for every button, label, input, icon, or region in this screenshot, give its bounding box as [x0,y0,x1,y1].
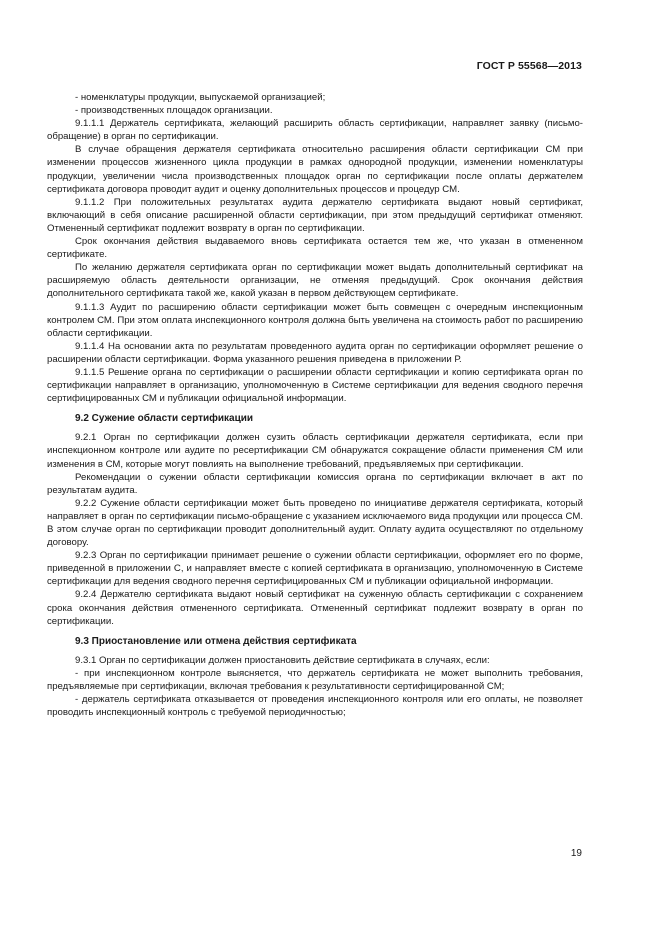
document-code: ГОСТ Р 55568—2013 [476,60,582,72]
paragraph: Рекомендации о сужении области сертификации комиссия органа по сертификации включает в акт по результатам аудита. [47,471,583,496]
paragraph: 9.2.3 Орган по сертификации принимает решение о сужении области сертификации, оформляет его по форме, приведенной в приложении С, и направляет вместе с копией сертификата в организацию, уполномоченную в Системе сертификации для ведения сводного перечня сертифицированных СМ и публикации официальной информации. [47,550,583,588]
paragraph: 9.3.1 Орган по сертификации должен приостановить действие сертификата в случаях, если: [75,654,490,666]
paragraph: - держатель сертификата отказывается от проведения инспекционного контроля или его оплаты, не позволяет проводить инспекционный контроль с требуемой периодичностью; [47,694,583,719]
paragraph: 9.1.1.5 Решение органа по сертификации о расширении области сертификации и копию сертификата орган по сертификации направляет в организацию, уполномоченную в Системе сертификации для ведения сводного перечня сертифицированных СМ и публикации официальной информации. [47,366,583,405]
document-body [47,91,583,719]
paragraph: 9.2.1 Орган по сертификации должен сузить область сертификации держателя сертификата, если при инспекционном контроле или аудите по ресертификации СМ обнаружатся сокращение области применения СМ или изменения в СМ, которые могут повлиять на выполнение требований, предъявляемых при сертификации. [47,432,583,470]
paragraph: 9.1.1.1 Держатель сертификата, желающий расширить область сертификации, направляет заявку (письмо-обращение) в орган по сертификации. [47,118,583,143]
paragraph: - при инспекционном контроле выясняется, что держатель сертификата не может выполнить требования, предъявляемые при сертификации, включая требования к результативности сертифицированной СМ; [47,667,583,693]
paragraph: - производственных площадок организации. [75,105,273,117]
paragraph: 9.1.1.3 Аудит по расширению области сертификации может быть совмещен с очередным инспекционным контролем СМ. При этом оплата инспекционного контроля должна быть увеличена на стоимость работ по расширению области сертификации. [47,301,583,339]
section-heading: 9.2 Сужение области сертификации [75,413,254,425]
paragraph: Срок окончания действия выдаваемого вновь сертификата остается тем же, что указан в отмененном сертификате. [47,236,583,261]
section-heading: 9.3 Приостановление или отмена действия сертификата [75,635,357,647]
page-number: 19 [570,848,582,859]
paragraph: По желанию держателя сертификата орган по сертификации может выдать дополнительный сертификат на расширяемую область деятельности организации, не отменяя предыдущий. Срок окончания действия дополнительного сертификата такой же, какой указан в первом действующем сертификате. [47,262,583,300]
paragraph: 9.1.1.2 При положительных результатах аудита держателю сертификата выдают новый сертификат, включающий в себя описание расширенной области сертификации, при этом предыдущий сертификат отменяют. Отмененный сертификат подлежит возврату в орган по сертификации. [47,196,583,234]
paragraph: 9.1.1.4 На основании акта по результатам проведенного аудита орган по сертификации оформляет решение о расширении области сертификации. Форма указанного решения приведена в приложении Р. [47,340,583,365]
paragraph: - номенклатуры продукции, выпускаемой организацией; [75,92,326,103]
paragraph: 9.2.2 Сужение области сертификации может быть проведено по инициативе держателя сертификата, который направляет в орган по сертификации письмо-обращение с указанием исключаемого вида продукции или процесса СМ. В этом случае орган по сертификации проводит дополнительный аудит. Оплату аудита осуществляют по отдельному договору. [47,497,583,549]
paragraph: В случае обращения держателя сертификата относительно расширения области сертификации СМ при изменении процессов жизненного цикла продукции в рамках однородной продукции, изменении номенклатуры продукции, увеличении числа производственных площадок орган по сертификации после оплаты держателем сертификата договора проводит аудит и оценку дополнительных процессов и процедур СМ. [47,144,583,195]
paragraph: 9.2.4 Держателю сертификата выдают новый сертификат на суженную область сертификации с сохранением срока окончания действия отмененного сертификата. Отмененный сертификат подлежит возврату в орган по сертификации. [47,589,583,627]
